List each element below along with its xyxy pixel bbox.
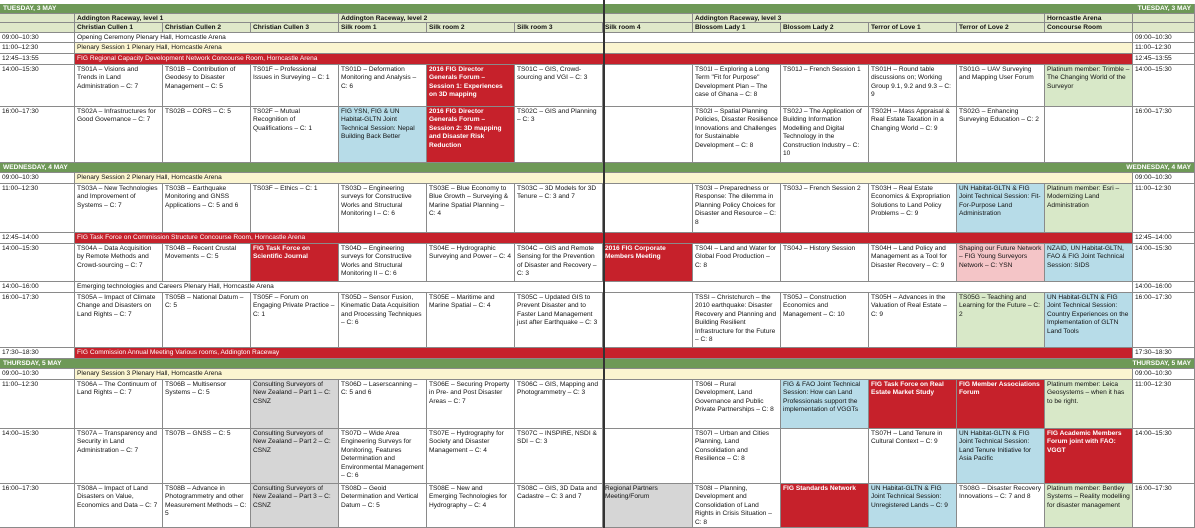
room-header: Silk room 3 [515, 23, 603, 33]
session-cell: TS06A – The Continuum of Land Rights – C: 7 [75, 380, 163, 429]
print-fold-line [603, 0, 605, 528]
session-cell: FIG Standards Network [781, 484, 869, 528]
session-cell: TS03B – Earthquake Monitoring and GNSS Applications – C: 5 and 6 [163, 184, 251, 233]
session-cell: TS02F – Mutual Recognition of Qualifications – C: 1 [251, 107, 339, 163]
room-header: Silk room 1 [339, 23, 427, 33]
room-header: Blossom Lady 1 [693, 23, 781, 33]
time-slot-left: 16:00–17:30 [0, 293, 75, 348]
session-cell: TS06D – Laserscanning – C: 5 and 6 [339, 380, 427, 429]
session-cell: Consulting Surveyors of New Zealand – Part 3 – C: CSNZ [251, 484, 339, 528]
session-cell: UN Habitat-GLTN & FIG Joint Technical Session: Land Tenure Initiative for Asia Pacific [957, 429, 1045, 484]
venue-header: Addington Raceway, level 1 [75, 14, 339, 23]
day-header-wednesday [0, 163, 1195, 173]
time-slot-right: 14:00–15:30 [1133, 65, 1195, 107]
time-slot-right: 14:00–15:30 [1133, 429, 1195, 484]
session-cell: TS01G – UAV Surveying and Mapping User Forum [957, 65, 1045, 107]
time-slot-right: 11:00–12:30 [1133, 184, 1195, 233]
session-cell: TS08E – New and Emerging Technologies for Hydrography – C: 4 [427, 484, 515, 528]
time-slot-right: 09:00–10:30 [1133, 33, 1195, 43]
session-cell: TS06E – Securing Property in Pre- and Post Disaster Areas – C: 7 [427, 380, 515, 429]
day-label-left: TUESDAY, 3 MAY [3, 5, 57, 12]
time-slot-left: 11:00–12:30 [0, 380, 75, 429]
session-cell: TS08G – Disaster Recovery Innovations – C: 7 and 8 [957, 484, 1045, 528]
time-slot-left: 17:30–18:30 [0, 348, 75, 359]
plenary-session: Plenary Session 3 Plenary Hall, Horncastle Arena [75, 369, 1133, 380]
session-cell: Regional Partners Meeting/Forum [603, 484, 693, 528]
session-cell: TS06C – GIS, Mapping and Photogrammetry – C: 3 [515, 380, 603, 429]
opening-ceremony: Opening Ceremony Plenary Hall, Horncastle Arena [75, 33, 1133, 43]
session-cell: TS03I – Preparedness or Response: The dilemma in Planning Policy Choices for Disaster and Resource – C: 8 [693, 184, 781, 233]
room-header: Concourse Room [1045, 23, 1133, 33]
session-cell: TS05A – Impact of Climate Change and Disasters on Land Rights – C: 7 [75, 293, 163, 348]
session-cell: TS01D – Deformation Monitoring and Analysis – C: 6 [339, 65, 427, 107]
session-cell: TS07D – Wide Area Engineering Surveys for Monitoring, Features Determination and Environmental Management – C: 6 [339, 429, 427, 484]
session-cell: TS04A – Data Acquisition by Remote Methods and Crowd-sourcing – C: 7 [75, 244, 163, 282]
session-cell: TS01A – Visions and Trends in Land Administration – C: 7 [75, 65, 163, 107]
session-cell: TS04D – Engineering surveys for Constructive Works and Structural Monitoring II – C: 6 [339, 244, 427, 282]
task-force-meeting: FIG Task Force on Commission Structure Concourse Room, Horncastle Arena [75, 233, 1133, 244]
session-cell: TS05D – Sensor Fusion, Kinematic Data Acquisition and Processing Techniques – C: 6 [339, 293, 427, 348]
emerging-technologies-session: Emerging technologies and Careers Plenary Hall, Horncastle Arena [75, 282, 1133, 293]
session-cell: TS07E – Hydrography for Society and Disaster Management – C: 4 [427, 429, 515, 484]
room-header: Blossom Lady 2 [781, 23, 869, 33]
time-slot-left: 16:00–17:30 [0, 107, 75, 163]
plenary-session: Plenary Session 2 Plenary Hall, Horncastle Arena [75, 173, 1133, 184]
session-cell: Platinum member: Bentley Systems – Reality modelling for disaster management [1045, 484, 1133, 528]
room-header: Silk room 4 [603, 23, 693, 33]
day-header-thursday [0, 359, 1195, 369]
venue-header: Addington Raceway, level 3 [693, 14, 1045, 23]
time-slot-right: 14:00–15:30 [1133, 244, 1195, 282]
session-cell: TS07C – INSPIRE, NSDI & SDI – C: 3 [515, 429, 603, 484]
time-slot-right: 12:45–13:55 [1133, 54, 1195, 65]
session-cell: Shaping our Future Network – FIG Young Surveyors Network – C: YSN [957, 244, 1045, 282]
session-cell: 2016 FIG Director Generals Forum – Session 2: 3D mapping and Disaster Risk Reduction [427, 107, 515, 163]
session-cell [603, 65, 693, 107]
time-slot-left: 12:45–14:00 [0, 233, 75, 244]
time-slot-left: 16:00–17:30 [0, 484, 75, 528]
time-slot-right: 16:00–17:30 [1133, 293, 1195, 348]
session-cell: TS02C – GIS and Planning – C: 3 [515, 107, 603, 163]
session-cell: TS04E – Hydrographic Surveying and Power – C: 4 [427, 244, 515, 282]
session-cell: FIG & FAO Joint Technical Session: How can Land Professionals support the implementation of VGGTs [781, 380, 869, 429]
session-cell: TS06B – Multisensor Systems – C: 5 [163, 380, 251, 429]
time-slot-left: 14:00–15:30 [0, 65, 75, 107]
session-cell: TS01H – Round table discussions on; Working Group 9.1, 9.2 and 9.3 – C: 9 [869, 65, 957, 107]
session-cell: TSSI – Christchurch – the 2010 earthquake: Disaster Recovery and Planning and Building Resilient Infrastructure for the Future – C: 8 [693, 293, 781, 348]
session-cell: NZAID, UN Habitat-GLTN, FAO & FIG Joint Technical Session: SIDS [1045, 244, 1133, 282]
session-cell: UN Habitat-GLTN & FIG Joint Technical Session: Unregistered Lands – C: 9 [869, 484, 957, 528]
venue-header: Horncastle Arena [1045, 14, 1133, 23]
session-cell: TS03F – Ethics – C: 1 [251, 184, 339, 233]
session-cell: TS03J – French Session 2 [781, 184, 869, 233]
room-header: Christian Cullen 2 [163, 23, 251, 33]
venue-header-blank [0, 14, 75, 23]
session-cell: TS02G – Enhancing Surveying Education – C: 2 [957, 107, 1045, 163]
session-cell: TS04H – Land Policy and Management as a Tool for Disaster Recovery – C: 9 [869, 244, 957, 282]
session-cell: TS08B – Advance in Photogrammetry and other Measurement Methods – C: 5 [163, 484, 251, 528]
room-header: Terror of Love 1 [869, 23, 957, 33]
day-label-right: TUESDAY, 3 MAY [1137, 5, 1191, 12]
session-cell: TS04J – History Session [781, 244, 869, 282]
session-cell: Platinum member: Trimble – The Changing World of the Surveyor [1045, 65, 1133, 107]
day-header-tuesday [0, 4, 1195, 14]
time-slot-left: 09:00–10:30 [0, 369, 75, 380]
session-cell: TS02I – Spatial Planning Policies, Disaster Resilience Innovations and Challenges for Sustainable Development – C: 8 [693, 107, 781, 163]
session-cell: FIG Member Associations Forum [957, 380, 1045, 429]
session-cell: Consulting Surveyors of New Zealand – Part 1 – C: CSNZ [251, 380, 339, 429]
time-slot-left: 14:00–15:30 [0, 244, 75, 282]
session-cell: 2016 FIG Corporate Members Meeting [603, 244, 693, 282]
plenary-session: Plenary Session 1 Plenary Hall, Horncastle Arena [75, 43, 1133, 54]
session-cell: TS05B – National Datum – C: 5 [163, 293, 251, 348]
session-cell [603, 293, 693, 348]
session-cell: TS08A – Impact of Land Disasters on Value, Economics and Data – C: 7 [75, 484, 163, 528]
time-slot-left: 09:00–10:30 [0, 173, 75, 184]
session-cell [603, 184, 693, 233]
session-cell: TS08I – Planning, Development and Consolidation of Land Rights in Crisis Situation – C: 8 [693, 484, 781, 528]
session-cell: TS03H – Real Estate Economics & Expropriation Solutions to Land Policy Problems – C: 9 [869, 184, 957, 233]
session-cell: TS05C – Updated GIS to Prevent Disaster and to Faster Land Management just after Earthquake – C: 3 [515, 293, 603, 348]
room-header-blank [0, 23, 75, 33]
time-slot-right: 14:00–16:00 [1133, 282, 1195, 293]
time-slot-right: 09:00–10:30 [1133, 369, 1195, 380]
time-slot-right: 12:45–14:00 [1133, 233, 1195, 244]
session-cell: TS03A – New Technologies and Improvement of Systems – C: 7 [75, 184, 163, 233]
session-cell: TS08C – GIS, 3D Data and Cadastre – C: 3 and 7 [515, 484, 603, 528]
time-slot-right: 16:00–17:30 [1133, 484, 1195, 528]
time-slot-right: 11:00–12:30 [1133, 380, 1195, 429]
session-cell: TS07H – Land Tenure in Cultural Context – C: 9 [869, 429, 957, 484]
session-cell: Platinum member: Esri – Modernizing Land Administration [1045, 184, 1133, 233]
room-header: Christian Cullen 3 [251, 23, 339, 33]
session-cell: TS04I – Land and Water for Global Food Production – C: 8 [693, 244, 781, 282]
room-header: Silk room 2 [427, 23, 515, 33]
session-cell: TS03D – Engineering surveys for Constructive Works and Structural Monitoring I – C: 6 [339, 184, 427, 233]
time-slot-left: 11:00–12:30 [0, 184, 75, 233]
day-label-left: WEDNESDAY, 4 MAY [3, 164, 68, 171]
day-label-right: THURSDAY, 5 MAY [1132, 360, 1191, 367]
session-cell: TS06I – Rural Development, Land Governance and Public Private Partnerships – C: 8 [693, 380, 781, 429]
room-header: Christian Cullen 1 [75, 23, 163, 33]
session-cell: UN Habitat-GLTN & FIG Joint Technical Session: Fit-For-Purpose Land Administration [957, 184, 1045, 233]
time-slot-left: 09:00–10:30 [0, 33, 75, 43]
session-cell: TS04B – Recent Crustal Movements – C: 5 [163, 244, 251, 282]
session-cell: TS01B – Contribution of Geodesy to Disaster Management – C: 5 [163, 65, 251, 107]
time-slot-right: 11:00–12:30 [1133, 43, 1195, 54]
session-cell: Consulting Surveyors of New Zealand – Part 2 – C: CSNZ [251, 429, 339, 484]
time-slot-right: 09:00–10:30 [1133, 173, 1195, 184]
session-cell: TS07I – Urban and Cities Planning, Land Consolidation and Resilience – C: 8 [693, 429, 781, 484]
session-cell [603, 107, 693, 163]
session-cell [603, 429, 693, 484]
session-cell: FIG Academic Members Forum joint with FAO: VGGT [1045, 429, 1133, 484]
session-cell: TS02B – CORS – C: 5 [163, 107, 251, 163]
session-cell: TS07A – Transparency and Security in Land Administration – C: 7 [75, 429, 163, 484]
session-cell: TS05J – Construction Economics and Management – C: 10 [781, 293, 869, 348]
time-slot-left: 14:00–16:00 [0, 282, 75, 293]
commission-annual-meeting: FIG Commission Annual Meeting Various rooms, Addington Raceway [75, 348, 1133, 359]
session-cell: TS02J – The Application of Building Information Modelling and Digital Technology in the Construction Industry – C: 10 [781, 107, 869, 163]
regional-network-meeting: FIG Regional Capacity Development Network Concourse Room, Horncastle Arena [75, 54, 1133, 65]
session-cell: TS02A – Infrastructures for Good Governance – C: 7 [75, 107, 163, 163]
venue-header-blank [1133, 14, 1195, 23]
session-cell: TS01J – French Session 1 [781, 65, 869, 107]
session-cell: TS01F – Professional Issues in Surveying – C: 1 [251, 65, 339, 107]
session-cell: TS05G – Teaching and Learning for the Future – C: 2 [957, 293, 1045, 348]
room-header: Terror of Love 2 [957, 23, 1045, 33]
session-cell [781, 429, 869, 484]
session-cell [603, 380, 693, 429]
time-slot-right: 16:00–17:30 [1133, 107, 1195, 163]
session-cell: TS02H – Mass Appraisal & Real Estate Taxation in a Changing World – C: 9 [869, 107, 957, 163]
session-cell: FIG YSN, FIG & UN Habitat-GLTN Joint Technical Session: Nepal Building Back Better [339, 107, 427, 163]
session-cell: Platinum member: Leica Geosystems – when it has to be right. [1045, 380, 1133, 429]
session-cell: 2016 FIG Director Generals Forum – Session 1: Experiences on 3D mapping [427, 65, 515, 107]
session-cell: FIG Task Force on Scientific Journal [251, 244, 339, 282]
session-cell: TS05F – Forum on Engaging Private Practice – C: 1 [251, 293, 339, 348]
session-cell: TS04C – GIS and Remote Sensing for the Prevention of Disaster and Recovery – C: 3 [515, 244, 603, 282]
session-cell: FIG Task Force on Real Estate Market Study [869, 380, 957, 429]
session-cell: TS03C – 3D Models for 3D Tenure – C: 3 and 7 [515, 184, 603, 233]
session-cell: TS01C – GIS, Crowd-sourcing and VGI – C: 3 [515, 65, 603, 107]
venue-header: Addington Raceway, level 2 [339, 14, 693, 23]
day-label-left: THURSDAY, 5 MAY [3, 360, 62, 367]
session-cell: TS05E – Maritime and Marine Spatial – C: 4 [427, 293, 515, 348]
time-slot-left: 14:00–15:30 [0, 429, 75, 484]
room-header-blank [1133, 23, 1195, 33]
session-cell: TS03E – Blue Economy to Blue Growth – Surveying & Marine Spatial Planning – C: 4 [427, 184, 515, 233]
session-cell: TS08D – Geoid Determination and Vertical Datum – C: 5 [339, 484, 427, 528]
session-cell: TS05H – Advances in the Valuation of Real Estate – C: 9 [869, 293, 957, 348]
session-cell: UN Habitat-GLTN & FIG Joint Technical Session: Country Experiences on the Implementation of GLTN Land Tools [1045, 293, 1133, 348]
day-label-right: WEDNESDAY, 4 MAY [1126, 164, 1191, 171]
session-cell [1045, 107, 1133, 163]
time-slot-left: 12:45–13:55 [0, 54, 75, 65]
time-slot-right: 17:30–18:30 [1133, 348, 1195, 359]
time-slot-left: 11:00–12:30 [0, 43, 75, 54]
session-cell: TS01I – Exploring a Long Term "Fit for Purpose" Development Plan – The case of Ghana – C: 8 [693, 65, 781, 107]
session-cell: TS07B – GNSS – C: 5 [163, 429, 251, 484]
